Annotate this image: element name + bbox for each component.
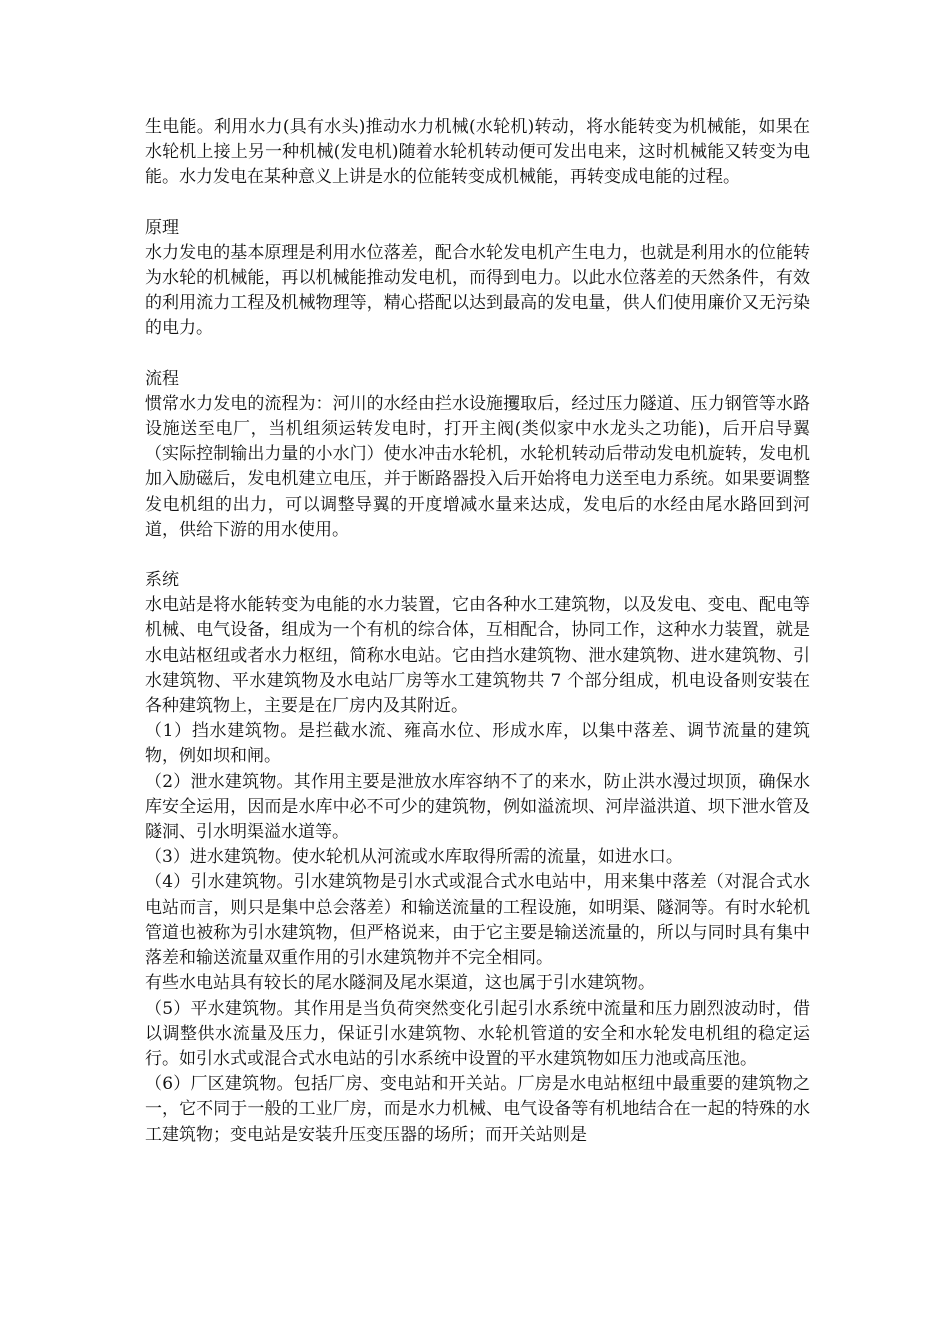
system-item-3: （3）进水建筑物。使水轮机从河流或水库取得所需的流量，如进水口。 — [145, 847, 683, 868]
process-heading: 流程 — [145, 368, 179, 389]
spacer — [145, 543, 810, 568]
system-paragraph: 水电站是将水能转变为电能的水力装置，它由各种水工建筑物，以及发电、变电、配电等机械、电气设备，组成为一个有机的综合体，互相配合，协同工作，这种水力装置，就是水电站枢纽或者水力枢纽，简称水电站。它由挡水建筑物、泄水建筑物、进水建筑物、引水建筑物、平水建筑物及水电站厂房等水工建筑物共 7 个部分组成，机电设备则安装在各种建筑物上，主要是在厂房内及其附近。 — [145, 595, 810, 717]
system-item-4: （4）引水建筑物。引水建筑物是引水式或混合式水电站中，用来集中落差（对混合式水电站而言，则只是集中总会落差）和输送流量的工程设施，如明渠、隧洞等。有时水轮机管道也被称为引水建筑物，但严格说来，由于它主要是输送流量的，所以与同时具有集中落差和输送流量双重作用的引水建筑物并不完全相同。 — [145, 872, 810, 969]
system-item-2: （2）泄水建筑物。其作用主要是泄放水库容纳不了的来水，防止洪水漫过坝顶，确保水库安全运用，因而是水库中必不可少的建筑物，例如溢流坝、河岸溢洪道、坝下泄水管及隧洞、引水明渠溢水道等。 — [145, 771, 810, 843]
document-body — [145, 115, 810, 1148]
system-item-6: （6）厂区建筑物。包括厂房、变电站和开关站。厂房是水电站枢纽中最重要的建筑物之一，它不同于一般的工业厂房，而是水力机械、电气设备等有机地结合在一起的特殊的水工建筑物；变电站是安装升压变压器的场所；而开关站则是 — [145, 1074, 810, 1145]
system-item-4-note: 有些水电站具有较长的尾水隧洞及尾水渠道，这也属于引水建筑物。 — [145, 973, 655, 994]
system-item-1: （1）挡水建筑物。是拦截水流、雍高水位、形成水库，以集中落差、调节流量的建筑物，例如坝和闸。 — [145, 721, 810, 767]
spacer — [145, 191, 810, 216]
process-paragraph: 惯常水力发电的流程为：河川的水经由拦水设施攫取后，经过压力隧道、压力钢管等水路设施送至电厂，当机组须运转发电时，打开主阀(类似家中水龙头之功能)，后开启导翼（实际控制输出力量的小水门）使水冲击水轮机，水轮机转动后带动发电机旋转，发电机加入励磁后，发电机建立电压，并于断路器投入后开始将电力送至电力系统。如果要调整发电机组的出力，可以调整导翼的开度增减水量来达成，发电后的水经由尾水路回到河道，供给下游的用水使用。 — [145, 393, 810, 540]
spacer — [145, 342, 810, 367]
system-item-5: （5）平水建筑物。其作用是当负荷突然变化引起引水系统中流量和压力剧烈波动时，借以调整供水流量及压力，保证引水建筑物、水轮机管道的安全和水轮发电机组的稳定运行。如引水式或混合式水电站的引水系统中设置的平水建筑物如压力池或高压池。 — [145, 998, 810, 1069]
principle-heading: 原理 — [145, 217, 179, 238]
intro-paragraph: 生电能。利用水力(具有水头)推动水力机械(水轮机)转动，将水能转变为机械能，如果在水轮机上接上另一种机械(发电机)随着水轮机转动便可发出电来，这时机械能又转变为电能。水力发电在某种意义上讲是水的位能转变成机械能，再转变成电能的过程。 — [145, 117, 810, 188]
principle-paragraph: 水力发电的基本原理是利用水位落差，配合水轮发电机产生电力，也就是利用水的位能转为水轮的机械能，再以机械能推动发电机，而得到电力。以此水位落差的天然条件，有效的利用流力工程及机械物理等，精心搭配以达到最高的发电量，供人们使用廉价又无污染的电力。 — [145, 242, 810, 339]
system-heading: 系统 — [145, 570, 179, 591]
